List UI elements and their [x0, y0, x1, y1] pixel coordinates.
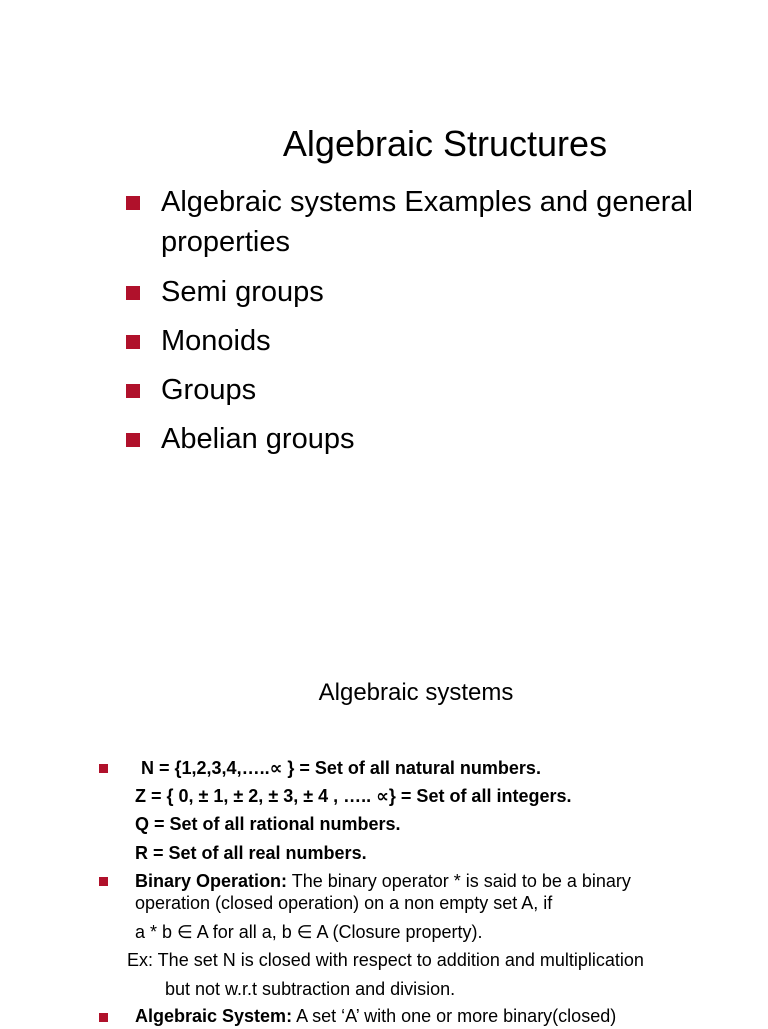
- slide1-bullet-1: Algebraic systems Examples and general: [161, 186, 693, 218]
- bullet-icon: [126, 335, 140, 349]
- slide1-bullet-5: Abelian groups: [161, 423, 355, 455]
- algebraic-system-text: A set ‘A’ with one or more binary(closed): [292, 1006, 617, 1026]
- bullet-icon: [99, 1013, 108, 1022]
- closure-rule: a * b ∈ A for all a, b ∈ A (Closure property).: [135, 922, 483, 942]
- natural-numbers-text: N = {1,2,3,4,…..∝ } = Set of all natural numbers.: [141, 758, 541, 778]
- rationals-text: Q = Set of all rational numbers.: [135, 814, 401, 834]
- slide1-bullet-3: Monoids: [161, 325, 271, 357]
- bullet-icon: [99, 764, 108, 773]
- binary-operation-label: Binary Operation:: [135, 871, 288, 891]
- bullet-icon: [126, 286, 140, 300]
- reals-line: [135, 840, 367, 866]
- slide1-bullet-1-cont: properties: [161, 226, 290, 258]
- rationals-line: [135, 811, 401, 837]
- binary-operation-text-2: operation (closed operation) on a non empty set A, if: [135, 893, 553, 913]
- algebraic-system-line: [135, 1003, 616, 1029]
- natural-numbers-line: [141, 755, 541, 781]
- slide1-bullet-4: Groups: [161, 374, 257, 406]
- integers-text: Z = { 0, ± 1, ± 2, ± 3, ± 4 , ….. ∝} = Set of all integers.: [135, 786, 572, 806]
- bullet-icon: [126, 384, 140, 398]
- bullet-icon: [99, 877, 108, 886]
- example-line-1: Ex: The set N is closed with respect to addition and multiplication: [127, 950, 644, 970]
- algebraic-system-label: Algebraic System:: [135, 1006, 293, 1026]
- bullet-icon: [126, 196, 140, 210]
- slide1-bullet-2: Semi groups: [161, 276, 324, 308]
- slide1-title: Algebraic Structures: [282, 123, 608, 164]
- slide2-title: Algebraic systems: [318, 679, 514, 706]
- bullet-icon: [126, 433, 140, 447]
- binary-operation-text: The binary operator * is said to be a binary: [287, 871, 631, 891]
- example-line-2: but not w.r.t subtraction and division.: [165, 979, 456, 999]
- integers-line: [135, 783, 571, 809]
- reals-text: R = Set of all real numbers.: [135, 843, 367, 863]
